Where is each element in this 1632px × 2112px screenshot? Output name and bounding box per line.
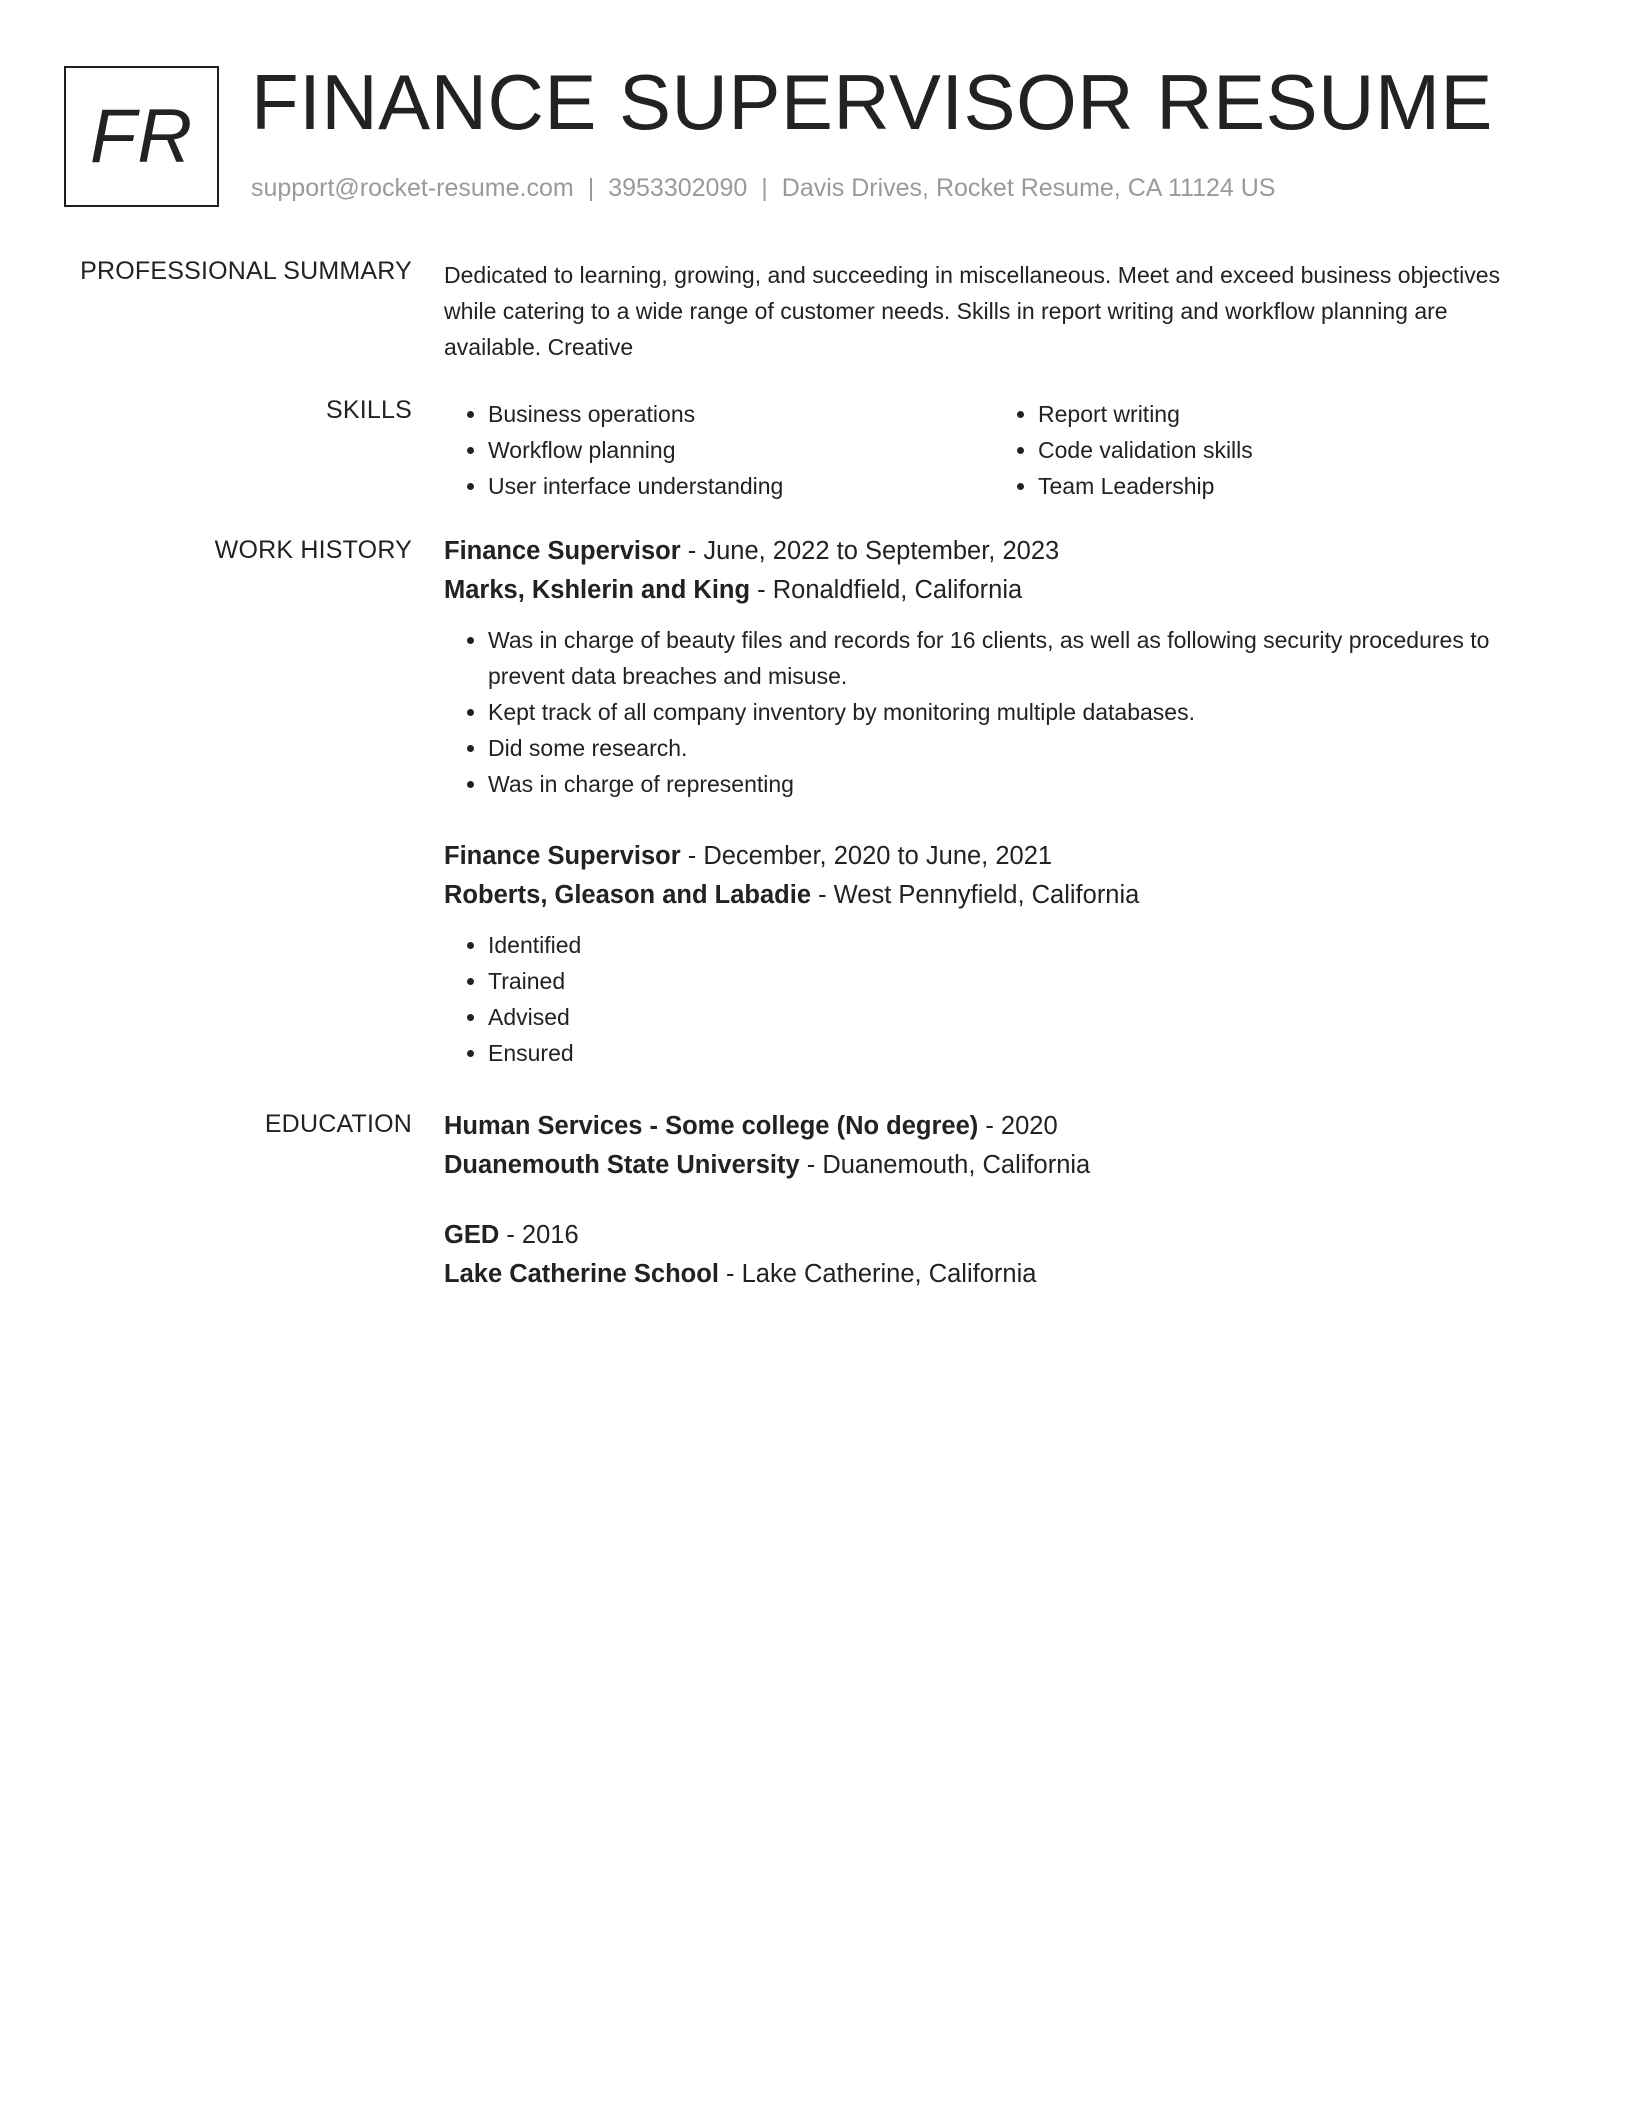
education-degree: GED xyxy=(444,1221,500,1249)
job-duty: • Was in charge of beauty files and records for 16 clients, as well as following security procedures to prevent data breaches and misuse. xyxy=(488,622,1544,694)
skill-item: • Workflow planning xyxy=(488,432,994,468)
job-duty: • Was in charge of representing xyxy=(488,766,1544,802)
monogram-box xyxy=(64,66,219,207)
contact-email: support@rocket-resume.com xyxy=(251,174,574,202)
skill-item: • Code validation skills xyxy=(1038,432,1544,468)
job-duty: • Advised xyxy=(488,999,1544,1035)
job-duty: • Did some research. xyxy=(488,730,1544,766)
education-school-line xyxy=(444,1255,1544,1294)
job-duty: • Kept track of all company inventory by monitoring multiple databases. xyxy=(488,694,1544,730)
education-degree: Human Services - Some college (No degree) xyxy=(444,1112,979,1140)
skills-grid xyxy=(444,396,1544,504)
education-location: - Lake Catherine, California xyxy=(718,1260,1037,1288)
resume-title: FINANCE SUPERVISOR RESUME xyxy=(251,58,1493,146)
education-degree-line xyxy=(444,1216,1544,1255)
job-duties xyxy=(444,927,1544,1071)
job-company: Marks, Kshlerin and King xyxy=(444,576,751,604)
job-dates: - June, 2022 to September, 2023 xyxy=(680,537,1060,565)
education-school-line xyxy=(444,1146,1544,1185)
summary-text: Dedicated to learning, growing, and succeeding in miscellaneous. Meet and exceed business objectives while catering to a wide range of customer needs. Skills in report writing and workflow planning are available. Creative xyxy=(444,262,1501,360)
education-school: Duanemouth State University xyxy=(444,1151,800,1179)
skills-body xyxy=(444,396,1544,504)
skills-heading: SKILLS xyxy=(326,396,412,424)
contact-phone: 3953302090 xyxy=(608,174,748,202)
skills-list-left xyxy=(444,396,994,504)
job-title-line xyxy=(444,532,1544,571)
job-title-line xyxy=(444,837,1544,876)
job-company-line xyxy=(444,571,1544,610)
job-title: Finance Supervisor xyxy=(444,842,681,870)
summary-heading: PROFESSIONAL SUMMARY xyxy=(80,257,412,285)
contact-line xyxy=(251,174,1275,203)
contact-separator: | xyxy=(587,174,595,202)
monogram-initials: FR xyxy=(89,94,194,179)
skill-item: • Team Leadership xyxy=(1038,468,1544,504)
work-history-heading: WORK HISTORY xyxy=(214,536,412,564)
education-entry xyxy=(444,1107,1544,1185)
contact-separator: | xyxy=(761,174,768,202)
skill-item: • User interface understanding xyxy=(488,468,994,504)
education-school: Lake Catherine School xyxy=(444,1260,719,1288)
education-degree-line xyxy=(444,1107,1544,1146)
job-company-line xyxy=(444,876,1544,915)
education-year: - 2016 xyxy=(499,1221,579,1249)
job-duty: • Trained xyxy=(488,963,1544,999)
education-heading: EDUCATION xyxy=(264,1110,412,1138)
skill-item: • Business operations xyxy=(488,396,994,432)
job-location: - Ronaldfield, California xyxy=(750,576,1023,604)
education-year: - 2020 xyxy=(978,1112,1058,1140)
education-location: - Duanemouth, California xyxy=(799,1151,1091,1179)
job-duty: • Ensured xyxy=(488,1035,1544,1071)
contact-address: Davis Drives, Rocket Resume, CA 11124 US xyxy=(781,174,1276,202)
job-entry xyxy=(444,532,1544,802)
skill-item: • Report writing xyxy=(1038,396,1544,432)
job-title: Finance Supervisor xyxy=(444,537,681,565)
skills-list-right xyxy=(994,396,1544,504)
job-company: Roberts, Gleason and Labadie xyxy=(444,881,811,909)
job-duty: • Identified xyxy=(488,927,1544,963)
job-duties xyxy=(444,622,1544,802)
job-entry xyxy=(444,837,1544,1071)
job-dates: - December, 2020 to June, 2021 xyxy=(680,842,1053,870)
job-location: - West Pennyfield, California xyxy=(811,881,1140,909)
education-entry xyxy=(444,1216,1544,1294)
